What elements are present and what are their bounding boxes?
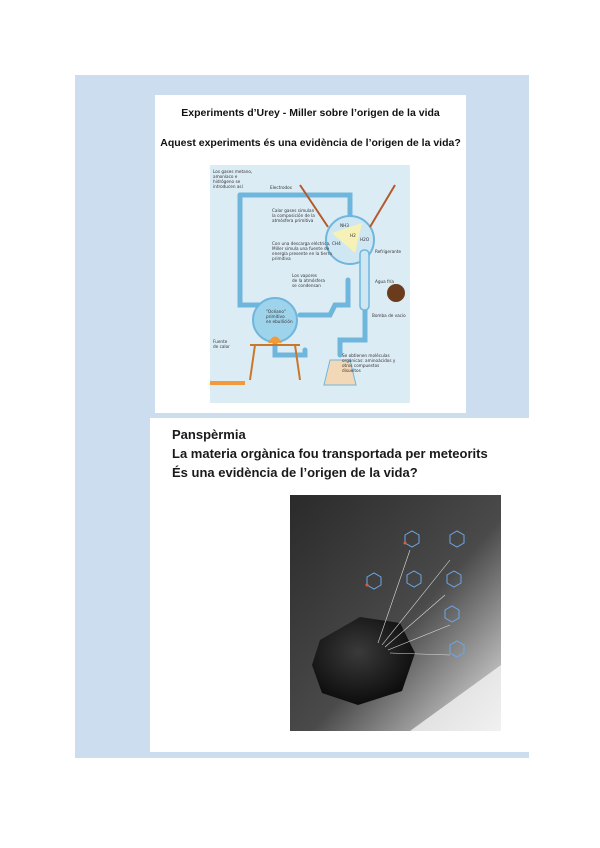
label-vacuum-pump: Bomba de vacío (372, 313, 406, 318)
slide-2-bottom-bar (75, 752, 529, 758)
label-discharge-1: Con una descarga eléctrica, (272, 241, 331, 246)
label-molecules-3: otros compuestos (342, 363, 380, 368)
label-cold-water: Agua fría (375, 279, 394, 284)
label-heat-simulates-1: Calor gases simulan (272, 208, 315, 213)
label-vapors-1: Los vapores (292, 273, 317, 278)
label-electrodes: Electrodos (270, 185, 292, 190)
label-discharge-2: Miller simula una fuente de (272, 246, 330, 251)
label-refrigerant: Refrigerante (375, 249, 402, 254)
panspermia-line-2: És una evidència de l’origen de la vida? (172, 465, 418, 480)
label-heat-simulates-2: la composición de la (272, 213, 315, 218)
label-molecules-4: disueltos (342, 368, 361, 373)
label-discharge-3: energía presente en la tierra (272, 251, 332, 256)
panspermia-title: Panspèrmia (172, 427, 246, 442)
label-molecules-2: orgánicas: aminoácidos y (342, 358, 396, 363)
label-molecules-1: Se obtienen moléculas (342, 353, 390, 358)
label-vapors-2: de la atmósfera (292, 278, 325, 283)
label-vapors-3: se condensan (292, 283, 321, 288)
label-h2: H2 (350, 233, 356, 238)
meteorite-image (290, 495, 501, 731)
label-ch4: CH4 (332, 241, 341, 246)
label-ocean-2: primitivo (266, 314, 285, 319)
label-heat-source-1: Fuente (213, 339, 228, 344)
label-discharge-4: primitiva (272, 256, 291, 261)
label-nh3: NH3 (340, 223, 349, 228)
label-gases-4: introducen así (213, 184, 243, 189)
condenser (360, 250, 369, 310)
label-heat-source-2: de calor (213, 344, 230, 349)
label-ocean-1: "Océano" (266, 309, 286, 314)
slide-1-card (155, 95, 466, 413)
label-gases-3: hidrógeno se (213, 179, 241, 184)
label-h2o: H2O (360, 237, 370, 242)
label-heat-simulates-3: atmósfera primitiva (272, 218, 314, 223)
panspermia-line-1: La materia orgànica fou transportada per meteorits (172, 446, 488, 461)
label-gases-2: amoníaco e (213, 174, 238, 179)
right-electrode (370, 185, 395, 227)
label-ocean-3: en ebullición (266, 319, 293, 324)
slide-1-question: Aquest experiments és una evidència de l’origen de la vida? (160, 137, 461, 149)
vacuum-pump (387, 284, 405, 302)
urey-miller-diagram (210, 165, 410, 403)
slide-1-title: Experiments d’Urey - Miller sobre l’origen de la vida (181, 107, 440, 119)
label-gases-1: Los gases metano, (213, 169, 253, 174)
